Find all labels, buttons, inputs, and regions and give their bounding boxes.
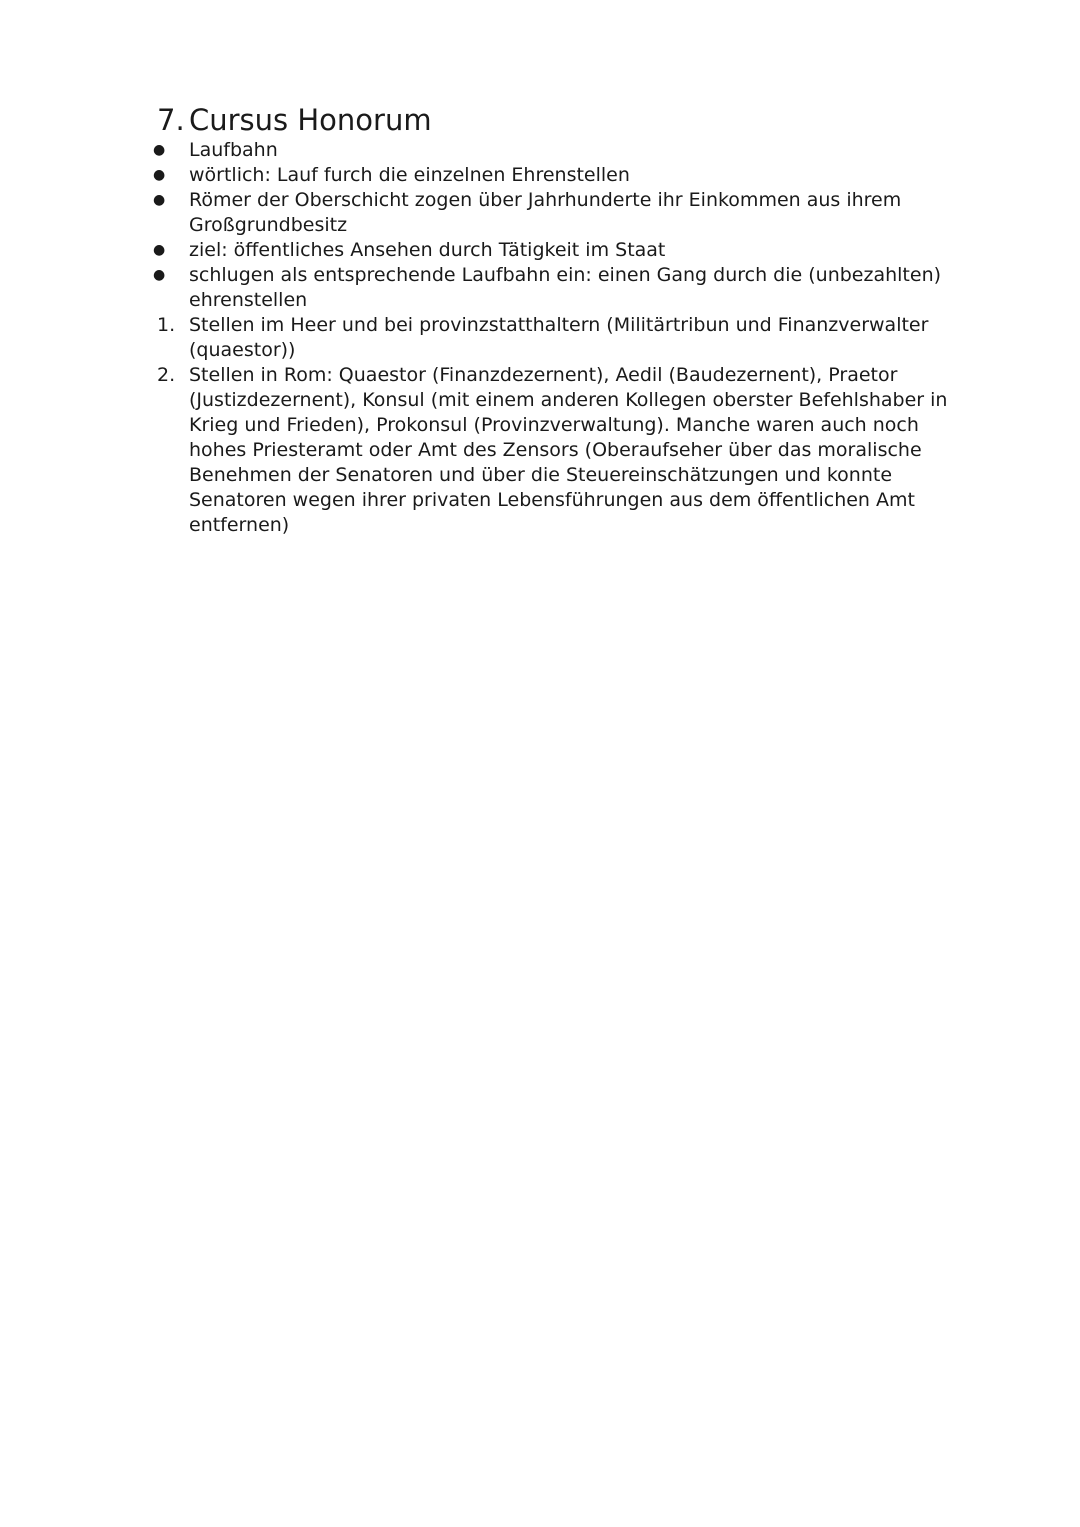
bullet-text: wörtlich: Lauf furch die einzelnen Ehrenstellen: [189, 164, 630, 186]
item-number: 1.: [157, 314, 176, 336]
bullet-marker: ●: [153, 242, 166, 258]
bullet-marker: ●: [153, 267, 166, 283]
bullet-text: Römer der Oberschicht zogen über Jahrhunderte ihr Einkommen aus ihrem Großgrundbesitz: [189, 189, 902, 236]
section-title: Cursus Honorum: [189, 103, 432, 137]
item-text: Stellen in Rom: Quaestor (Finanzdezernent), Aedil (Baudezernent), Praetor (Justizdezernent), Konsul (mit einem anderen Kollegen oberster Befehlshaber in Krieg und Frieden), Prokonsul (Provinzverwaltung). Manche waren auch noch hohes Priesteramt oder Amt des Zensors (Oberaufseher über das moralische Benehmen der Senatoren und über die Steuereinschätzungen und konnte Senatoren wegen ihrer privaten Lebensführungen aus dem öffentlichen Amt entfernen): [189, 364, 948, 536]
section-number: 7.: [157, 103, 185, 137]
bullet-marker: ●: [153, 192, 166, 208]
bullet-item: [0, 138, 959, 163]
bullet-marker: ●: [153, 142, 166, 158]
numbered-item: [0, 363, 959, 538]
bullet-item: [0, 238, 959, 263]
bullet-marker: ●: [153, 167, 166, 183]
section-heading: [157, 100, 432, 140]
item-number: 2.: [157, 364, 176, 386]
numbered-list: [0, 313, 959, 538]
bullet-item: [0, 263, 959, 313]
bullet-list: [0, 138, 959, 313]
numbered-item: [0, 313, 959, 363]
bullet-text: ziel: öffentliches Ansehen durch Tätigkeit im Staat: [189, 239, 666, 261]
bullet-item: [0, 163, 959, 188]
bullet-text: Laufbahn: [189, 139, 278, 161]
bullet-item: [0, 188, 959, 238]
item-text: Stellen im Heer und bei provinzstatthaltern (Militärtribun und Finanzverwalter (quaestor)): [189, 314, 929, 361]
bullet-text: schlugen als entsprechende Laufbahn ein: einen Gang durch die (unbezahlten) ehrenstellen: [189, 264, 942, 311]
